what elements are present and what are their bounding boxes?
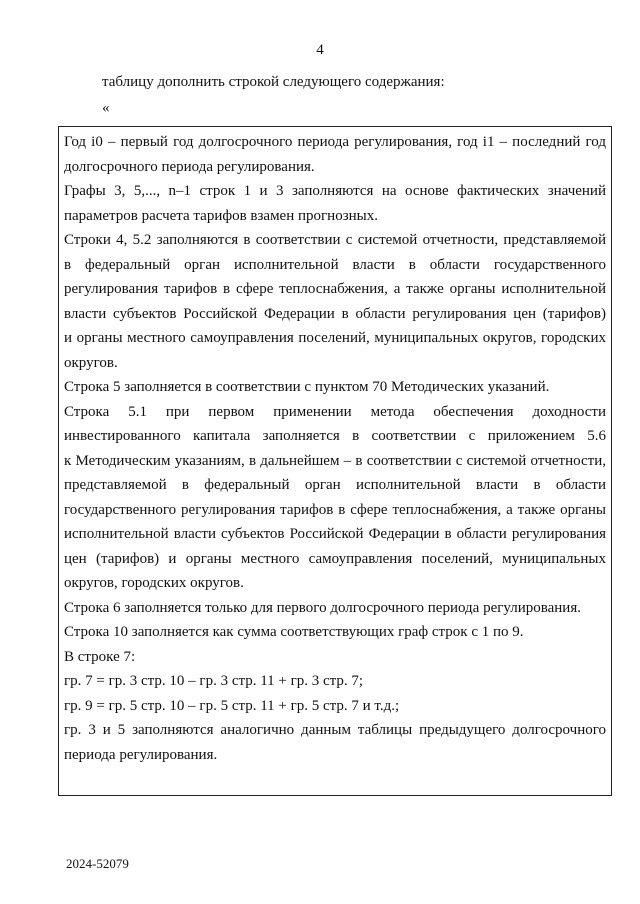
note-line: цен (тарифов) и органы местного самоуправления поселений, муниципальных — [64, 550, 606, 567]
note-line: к Методическим указаниям, в дальнейшем – в соответствии с системой отчетности, — [64, 452, 606, 469]
note-line: долгосрочного периода регулирования. — [64, 158, 315, 175]
note-line: Строки 4, 5.2 заполняются в соответствии с системой отчетности, представляемой — [64, 232, 606, 248]
note-line: гр. 3 и 5 заполняются аналогично данным таблицы предыдущего долгосрочного — [64, 722, 606, 738]
note-paragraph — [64, 179, 606, 228]
note-paragraph — [64, 669, 606, 694]
note-line: Строка 5.1 при первом применении метода обеспечения доходности — [64, 403, 606, 420]
note-line: Строка 10 заполняется как сумма соответствующих граф строк с 1 по 9. — [64, 624, 524, 640]
note-line: В строке 7: — [64, 648, 136, 665]
note-line: Графы 3, 5,..., n–1 строк 1 и 3 заполняются на основе фактических значений — [64, 183, 606, 199]
document-number: 2024-52079 — [66, 856, 129, 871]
note-line: и органы местного самоуправления поселений, муниципальных округов, городских — [64, 330, 606, 346]
note-line: государственного регулирования тарифов в сфере теплоснабжения, а также органы — [64, 501, 606, 518]
note-line: Строка 6 заполняется только для первого долгосрочного периода регулирования. — [64, 599, 581, 616]
note-line: представляемой в федеральный орган исполнительной власти в области — [64, 477, 606, 493]
note-line: периода регулирования. — [64, 746, 218, 763]
note-line: исполнительной власти субъектов Российской Федерации в области регулирования — [64, 526, 606, 542]
note-line: регулирования тарифов в сфере теплоснабжения, а также органы исполнительной — [64, 281, 606, 297]
note-line: Строка 5 заполняется в соответствии с пунктом 70 Методических указаний. — [64, 379, 550, 395]
opening-quote: « — [102, 100, 110, 116]
note-paragraph — [64, 645, 606, 670]
notes-table-cell — [58, 126, 612, 796]
note-paragraph — [64, 130, 606, 179]
intro-text: таблицу дополнить строкой следующего содержания: — [102, 74, 445, 90]
note-line: власти субъектов Российской Федерации в области регулирования цен (тарифов) — [64, 305, 606, 322]
note-paragraph — [64, 718, 606, 767]
note-line: гр. 7 = гр. 3 стр. 10 – гр. 3 стр. 11 + гр. 3 стр. 7; — [64, 673, 364, 689]
note-line: Год i0 – первый год долгосрочного периода регулирования, год i1 – последний год — [64, 134, 606, 150]
note-line: в федеральный орган исполнительной власти в области государственного — [64, 256, 606, 273]
note-paragraph — [64, 400, 606, 596]
note-paragraph — [64, 228, 606, 375]
page-number: 4 — [316, 42, 324, 58]
note-paragraph — [64, 620, 606, 645]
note-paragraph — [64, 596, 606, 621]
note-line: гр. 9 = гр. 5 стр. 10 – гр. 5 стр. 11 + гр. 5 стр. 7 и т.д.; — [64, 697, 400, 714]
note-line: округов. — [64, 354, 118, 371]
note-paragraph — [64, 375, 606, 400]
note-line: параметров расчета тарифов взамен прогнозных. — [64, 207, 378, 224]
note-line: инвестированного капитала заполняется в соответствии с приложением 5.6 — [64, 428, 606, 444]
note-paragraph — [64, 694, 606, 719]
note-line: округов, городских округов. — [64, 575, 244, 591]
